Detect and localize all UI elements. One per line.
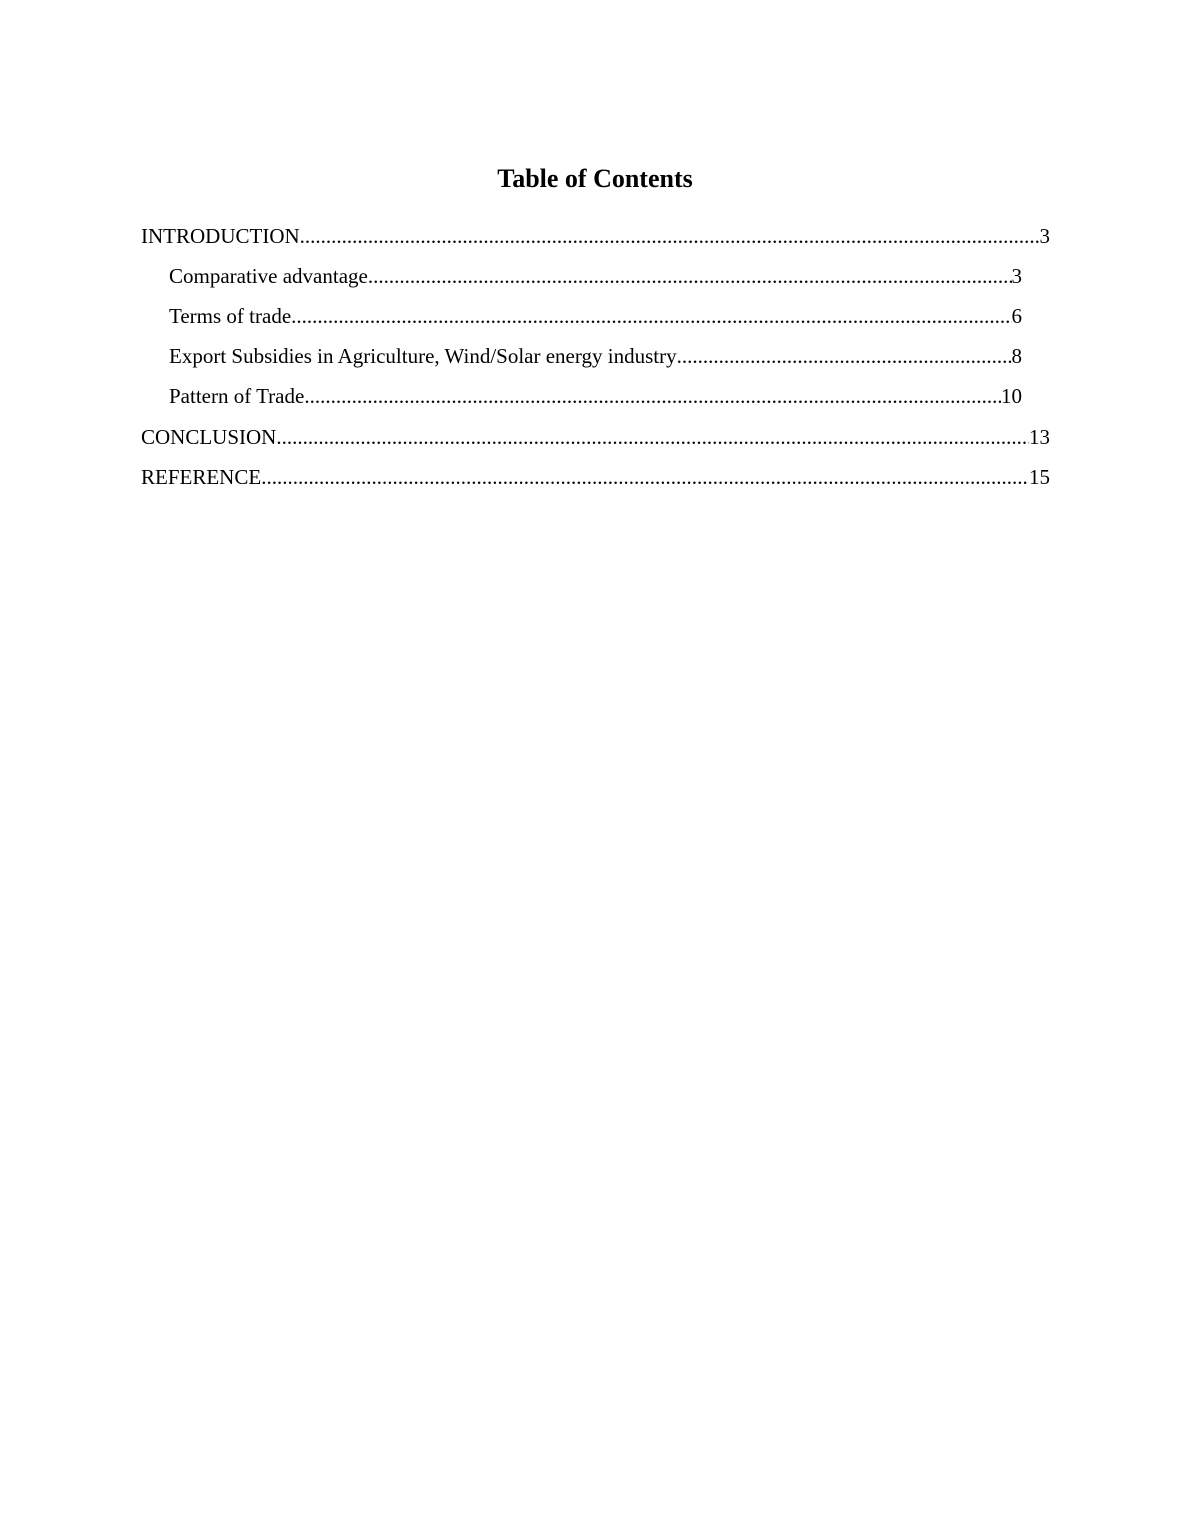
toc-entry-conclusion[interactable] <box>141 423 1050 451</box>
toc-entry-title: Export Subsidies in Agriculture, Wind/Solar energy industry <box>169 344 677 368</box>
toc-entry-page-number: 10 <box>1001 384 1022 408</box>
toc-entry-title: INTRODUCTION <box>141 224 300 248</box>
toc-entry-export-subsidies[interactable] <box>169 342 1022 370</box>
toc-entry-page-number: 3 <box>1011 264 1022 288</box>
toc-entry-reference[interactable] <box>141 463 1050 491</box>
toc-entry-comparative-advantage[interactable] <box>169 262 1022 290</box>
toc-entry-pattern-of-trade[interactable] <box>169 382 1022 410</box>
toc-entry-page-number: 8 <box>1011 344 1022 368</box>
toc-dot-leader <box>300 222 1040 250</box>
toc-dot-leader <box>304 382 1001 410</box>
toc-entry-page-number: 3 <box>1039 224 1050 248</box>
toc-entry-title: Comparative advantage <box>169 264 368 288</box>
toc-entry-title: Pattern of Trade <box>169 384 305 408</box>
toc-entry-page-number: 6 <box>1011 304 1022 328</box>
toc-dot-leader <box>291 302 1011 330</box>
toc-entry-introduction[interactable] <box>141 222 1050 250</box>
toc-dot-leader <box>276 423 1029 451</box>
toc-entry-page-number: 15 <box>1029 465 1050 489</box>
toc-entry-page-number: 13 <box>1029 425 1050 449</box>
toc-entry-title: CONCLUSION <box>141 425 277 449</box>
toc-heading: Table of Contents <box>497 164 693 193</box>
toc-dot-leader <box>368 262 1012 290</box>
toc-entry-title: REFERENCE <box>141 465 262 489</box>
toc-dot-leader <box>677 342 1012 370</box>
toc-entry-terms-of-trade[interactable] <box>169 302 1022 330</box>
toc-entry-title: Terms of trade <box>169 304 292 328</box>
toc-dot-leader <box>261 463 1029 491</box>
